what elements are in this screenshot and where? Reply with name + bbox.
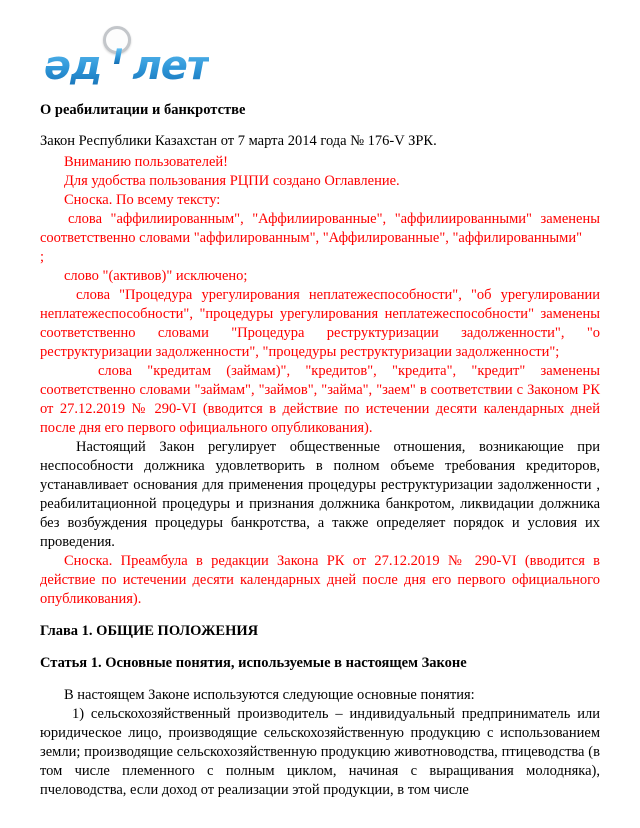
amendment-paragraph: слова "Процедура урегулирования неплатежеспособности", "об урегулировании неплатежеспособности", "процедуры урегулирования неплатежеспособности" заменены соответственно словами "Процедура реструктуризации задолженности", "о реструктуризации задолженности", "процедуры реструктуризации задолженности"; xyxy=(40,287,600,360)
amendment-paragraph: слова "аффилиированным", "Аффилиированные", "аффилиированными" заменены соответственно словами "аффилированным", "Аффилированные", "аффилированными" xyxy=(40,211,600,246)
notice-line: Для удобства пользования РЦПИ создано Оглавление. xyxy=(64,173,400,189)
document-body xyxy=(40,153,600,800)
footnote-intro: Сноска. По всему тексту: xyxy=(64,192,221,208)
amendment-tail: ; xyxy=(40,249,45,265)
document-title: О реабилитации и банкротстве xyxy=(40,102,246,118)
logo-text-prefix: әд xyxy=(44,43,102,89)
law-reference-line: Закон Республики Казахстан от 7 марта 2014 года № 176-V ЗРК. xyxy=(40,133,437,149)
chapter-heading: Глава 1. ОБЩИЕ ПОЛОЖЕНИЯ xyxy=(40,623,259,639)
article-heading: Статья 1. Основные понятия, используемые в настоящем Законе xyxy=(40,655,467,671)
footnote-paragraph: Сноска. Преамбула в редакции Закона РК от 27.12.2019 № 290-VI (вводится в действие по истечении десяти календарных дней после дня его первого официального опубликования). xyxy=(40,553,600,607)
preamble-paragraph: Настоящий Закон регулирует общественные отношения, возникающие при неспособности должника удовлетворить в полном объеме требования кредиторов, устанавливает основания для применения процедуры реструктуризации задолженности , реабилитационной процедуры и признания должника банкротом, ликвидации должника без возбуждения процедуры банкротства, а также определяет порядок и условия их проведения. xyxy=(40,439,600,550)
logo-text-suffix: лет xyxy=(132,43,210,89)
amendment-paragraph: слово "(активов)" исключено; xyxy=(64,268,248,284)
body-paragraph: В настоящем Законе используются следующие основные понятия: xyxy=(64,687,475,703)
adilet-logo xyxy=(44,40,600,92)
logo-magnifier-letter: і xyxy=(112,38,123,73)
body-paragraph: 1) сельскохозяйственный производитель – индивидуальный предприниматель или юридическое лицо, производящие сельскохозяйственную продукцию с использованием земли; производящие сельскохозяйственную продукцию животноводства, птицеводства (в том числе племенного с полным циклом, начиная с выращивания молодняка), пчеловодства, если доход от реализации этой продукции, в том числе xyxy=(40,706,600,798)
magnifier-icon xyxy=(103,26,131,73)
amendment-paragraph: слова "кредитам (займам)", "кредитов", "кредита", "кредит" заменены соответственно словами "займам", "займов", "займа", "заем" в соответствии с Законом РК от 27.12.2019 № 290-VI (вводится в действие по истечении десяти календарных дней после дня его первого официального опубликования). xyxy=(40,363,600,436)
notice-line: Вниманию пользователей! xyxy=(64,154,228,170)
